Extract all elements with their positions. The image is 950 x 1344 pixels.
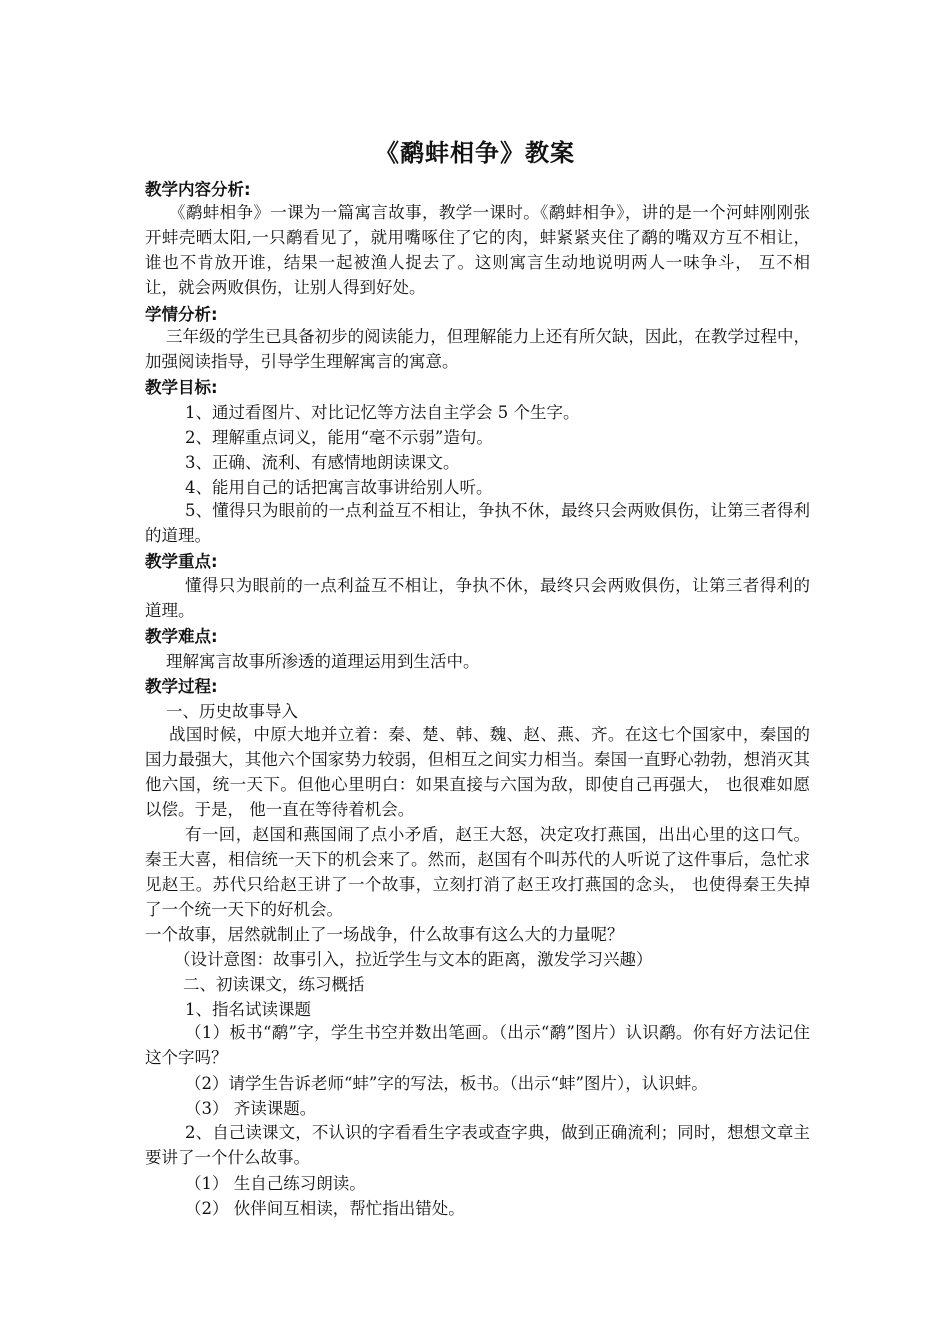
content-analysis-text: 《鹬蚌相争》一课为一篇寓言故事，教学一课时。《鹬蚌相争》，讲的是一个河蚌刚刚张开蚌壳晒太阳,一只鹬看见了，就用嘴啄住了它的肉，蚌紧紧夹住了鹬的嘴双方互不相让，谁也不肯放开谁，结果一起被渔人捉去了。这则寓言生动地说明两人一味争斗， 互不相让，就会两败俱伤，让别人得到好处。 bbox=[145, 203, 810, 297]
document-title: 《鹬蚌相争》教案 bbox=[375, 138, 575, 167]
objective-item: 5、懂得只为眼前的一点利益互不相让，争执不休，最终只会两败俱伤，让第三者得利的道理。 bbox=[145, 501, 810, 545]
step-item: （2） 伙伴间互相读，帮忙指出错处。 bbox=[185, 1199, 465, 1218]
step-item: （1）板书“鹬”字，学生书空并数出笔画。（出示“鹬”图片）认识鹬。你有好方法记住这个字吗？ bbox=[145, 1023, 810, 1067]
design-intent: （设计意图：故事引入，拉近学生与文本的距离，激发学习兴趣） bbox=[174, 950, 653, 969]
objective-item: 2、理解重点词义，能用“毫不示弱”造句。 bbox=[185, 428, 493, 447]
heading-objectives: 教学目标: bbox=[145, 378, 218, 397]
heading-process: 教学过程: bbox=[145, 677, 218, 696]
objective-item: 3、正确、流利、有感情地朗读课文。 bbox=[185, 453, 460, 472]
student-analysis-text: 三年级的学生已具备初步的阅读能力，但理解能力上还有所欠缺，因此，在教学过程中，加强阅读指导，引导学生理解寓言的寓意。 bbox=[145, 327, 810, 371]
process-paragraph: 一个故事，居然就制止了一场战争，什么故事有这么大的力量呢？ bbox=[145, 925, 624, 944]
heading-student-analysis: 学情分析: bbox=[145, 305, 218, 324]
difficulties-text: 理解寓言故事所渗透的道理运用到生活中。 bbox=[166, 652, 480, 671]
heading-content-analysis: 教学内容分析: bbox=[145, 180, 251, 199]
heading-key-points: 教学重点: bbox=[145, 552, 218, 571]
objective-item: 1、通过看图片、对比记忆等方法自主学会 5 个生字。 bbox=[185, 403, 580, 422]
step-item: （1） 生自己练习朗读。 bbox=[185, 1174, 366, 1193]
process-paragraph: 战国时候，中原大地并立着：秦、楚、韩、魏、赵、燕、齐。在这七个国家中，秦国的国力最强大，其他六个国家势力较弱，但相互之间实力相当。秦国一直野心勃勃，想消灭其他六国，统一天下。但他心里明白：如果直接与六国为敌，即使自己再强大， 也很难如愿以偿。于是， 他一直在等待着机会。 bbox=[145, 725, 810, 819]
step-item: 1、指名试读课题 bbox=[185, 1000, 311, 1019]
step-item: 2、自己读课文，不认识的字看看生字表或查字典，做到正确流利；同时，想想文章主要讲了一个什么故事。 bbox=[145, 1123, 810, 1167]
process-part2-title: 二、初读课文，练习概括 bbox=[183, 975, 365, 994]
objective-item: 4、能用自己的话把寓言故事讲给别人听。 bbox=[185, 478, 493, 497]
step-item: （3） 齐读课题。 bbox=[185, 1099, 317, 1118]
step-item: （2）请学生告诉老师“蚌”字的写法，板书。（出示“蚌”图片），认识蚌。 bbox=[185, 1074, 708, 1093]
key-points-text: 懂得只为眼前的一点利益互不相让，争执不休，最终只会两败俱伤，让第三者得利的道理。 bbox=[145, 576, 810, 620]
process-part1-title: 一、历史故事导入 bbox=[166, 702, 298, 721]
heading-difficulties: 教学难点: bbox=[145, 627, 218, 646]
process-paragraph: 有一回，赵国和燕国闹了点小矛盾，赵王大怒，决定攻打燕国，出出心里的这口气。秦王大喜，相信统一天下的机会来了。然而，赵国有个叫苏代的人听说了这件事后，急忙求见赵王。苏代只给赵王讲了一个故事，立刻打消了赵王攻打燕国的念头， 也使得秦王失掉了一个统一天下的好机会。 bbox=[145, 825, 810, 919]
